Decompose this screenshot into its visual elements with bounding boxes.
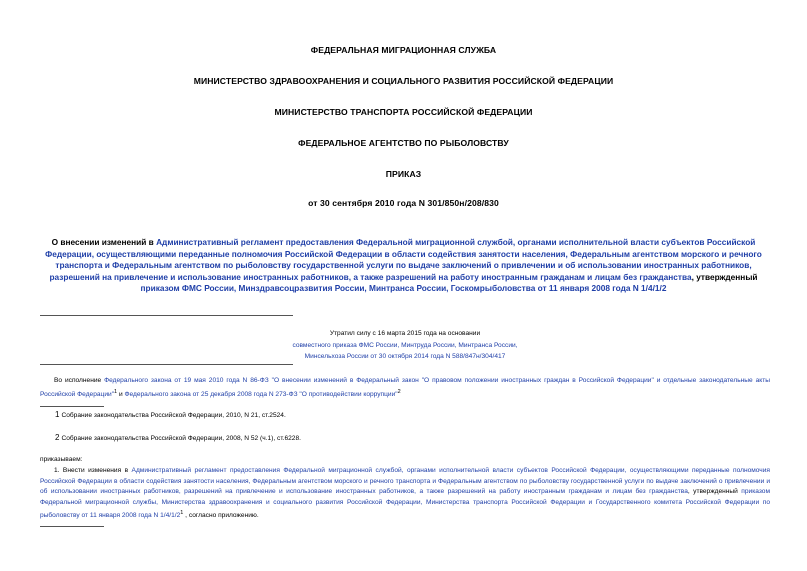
footnote-1-text: Собрание законодательства Российской Федерации, 2010, N 21, ст.2524. <box>61 412 286 419</box>
law-273fz-link[interactable]: Федерального закона от 25 декабря 2008 года N 273-ФЗ "О противодействии коррупции" <box>124 390 398 398</box>
order-p1-mid: , утвержденный <box>687 488 742 496</box>
footnote-2 <box>55 433 301 442</box>
order-p1-end: , согласно приложению. <box>183 512 259 520</box>
agency-rybolovstvo: ФЕДЕРАЛЬНОЕ АГЕНТСТВО ПО РЫБОЛОВСТВУ <box>298 138 509 148</box>
footnote-2-mark: 2 <box>55 433 60 442</box>
footnote-1-mark: 1 <box>55 410 60 419</box>
doc-type: ПРИКАЗ <box>385 169 422 179</box>
order-2008-full-link[interactable]: приказом Федеральной миграционной службы, Министерства здравоохранения и социального развития Российской Федерации, Министерства транспорта Российской Федерации и Государственного комитета Российской Федерации по рыболовству от 11 января 2008 года N 1/4/1/2 <box>40 488 770 520</box>
law-86fz-link[interactable]: Федерального закона от 19 мая 2010 года N 86-ФЗ "О внесении изменений в Федеральный закон "О правовом положении иностранных граждан в Российской Федерации" и отдельные законодательные акты Российской Федерации" <box>40 377 770 398</box>
footnote-ref-1[interactable]: 1 <box>114 388 118 395</box>
footnote-1 <box>55 410 286 419</box>
regulation-link[interactable]: Административный регламент предоставления Федеральной миграционной службой, органами исполнительной власти субъектов Российской Федерации, осуществляющими переданные полномочия Российской Федерации в области содействия занятости населения, Федеральным агентством морского и речного транспорта и Федеральным агентством по рыболовству государственной услуги по выдаче заключений о привлечении и об использовании иностранных работников, разрешений на привлечение и использование иностранных работников, а также разрешений на работу иностранным гражданам и лицам без гражданства <box>45 237 762 282</box>
order-2008-link[interactable]: приказом ФМС России, Минздравсоцразвития России, Минтранса России, Госкомрыболовства от 11 января 2008 года N 1/4/1/2 <box>140 283 667 294</box>
doc-date-number: от 30 сентября 2010 года N 301/850н/208/830 <box>308 198 499 208</box>
lost-force-line1: Утратил силу с 16 марта 2015 года на основании <box>329 330 481 337</box>
order-regulation-link[interactable]: Административный регламент предоставления Федеральной миграционной службой, органами исполнительной власти субъектов Российской Федерации, осуществляющими переданные полномочия Российской Федерации в области содействия занятости населения, Федеральным агентством морского и речного транспорта и Федеральным агентством по рыболовству государственной услуги по выдаче заключений о привлечении и об использовании иностранных работников, разрешений на привлечение и использование иностранных работников, а также разрешений на работу иностранным гражданам и лицам без гражданства <box>40 467 770 496</box>
title-middle: , утвержденный <box>691 271 758 282</box>
lost-force-note <box>210 328 600 363</box>
intro-text-1: Во исполнение <box>54 377 105 384</box>
doc-title <box>40 237 767 295</box>
intro-paragraph <box>40 376 770 400</box>
footnote-ref-3[interactable]: 1 <box>180 510 184 517</box>
footnote-divider-2 <box>40 526 104 527</box>
footnote-divider <box>40 406 104 407</box>
order-intro-word: приказываем: <box>40 456 83 463</box>
order-paragraph-1 <box>40 466 770 522</box>
agency-fms: ФЕДЕРАЛЬНАЯ МИГРАЦИОННАЯ СЛУЖБА <box>310 45 497 55</box>
intro-text-2: и <box>117 390 125 398</box>
divider-top <box>40 315 293 316</box>
footnote-2-text: Собрание законодательства Российской Федерации, 2008, N 52 (ч.1), ст.6228. <box>61 435 301 442</box>
order-p1-start: 1. Внести изменения в <box>54 467 132 474</box>
agency-mintrans: МИНИСТЕРСТВО ТРАНСПОРТА РОССИЙСКОЙ ФЕДЕРАЦИИ <box>274 107 533 117</box>
lost-force-link-line2[interactable]: совместного приказа ФМС России, Минтруда России, Минтранса России, <box>292 341 518 349</box>
lost-force-link-line3[interactable]: Минсельхоза России от 30 октября 2014 года N 588/847н/304/417 <box>304 353 506 361</box>
title-prefix: О внесении изменений в <box>51 237 157 247</box>
divider-bottom <box>40 364 293 365</box>
agency-minzdrav: МИНИСТЕРСТВО ЗДРАВООХРАНЕНИЯ И СОЦИАЛЬНОГО РАЗВИТИЯ РОССИЙСКОЙ ФЕДЕРАЦИИ <box>193 76 614 86</box>
footnote-ref-2[interactable]: 2 <box>397 388 401 395</box>
